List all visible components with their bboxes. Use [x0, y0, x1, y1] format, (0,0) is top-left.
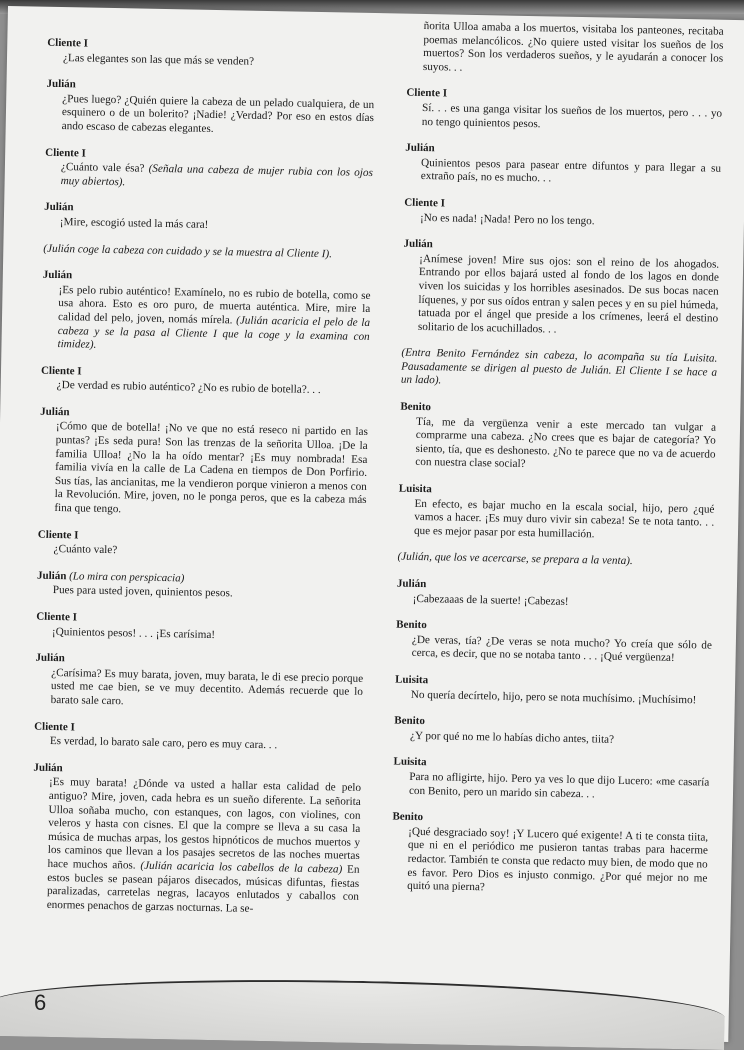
speaker-name: Benito: [400, 400, 432, 414]
speech-text: [412, 634, 712, 667]
dialogue-block: [35, 652, 364, 714]
speech-text: [409, 771, 709, 804]
speech-text: [47, 776, 362, 918]
speech-line: ¡Es pelo rubio auténtico! Examínelo, no es rubio de botella, como se usa ahora. Esto es oro puro, de muerta auténtica. Mire, mire la calidad del pelo, joven, nomás mírela.: [57, 283, 371, 327]
dialogue-block: [399, 401, 716, 476]
dialogue-block: [397, 578, 713, 612]
speaker-name: Luisita: [395, 673, 429, 687]
speaker-name: Cliente I: [40, 364, 82, 378]
speech-text: [407, 826, 708, 900]
dialogue-block: [405, 142, 722, 190]
speech-line: ¿Cuánto vale ésa?: [60, 161, 145, 175]
speaker-name: Cliente I: [37, 528, 79, 542]
speaker-name: Julián: [36, 569, 67, 583]
dialogue-block: [45, 146, 374, 194]
dialogue-block: [404, 197, 720, 231]
speech-line: Sí. . . es una ganga visitar los sueños de los muertos, pero . . . yo no tengo quinientos pesos.: [421, 101, 723, 130]
speaker-name: Cliente I: [404, 196, 446, 210]
dialogue-block: [37, 569, 365, 603]
speaker-name: Cliente I: [36, 610, 78, 624]
dialogue-block: [36, 611, 364, 645]
speaker-name: Benito: [392, 810, 424, 824]
speaker-name: Benito: [394, 714, 426, 728]
speech-text: [415, 416, 716, 476]
speech-line: ¿Las elegantes son las que más se venden?: [62, 51, 255, 68]
speech-line: ¡No es nada! ¡Nada! Pero no los tengo.: [419, 211, 595, 227]
dialogue-block: [41, 269, 371, 358]
speech-line: ¡Cabezaaas de la suerte! ¡Cabezas!: [412, 592, 569, 608]
page-number: 6: [34, 990, 47, 1015]
speaker-name: Cliente I: [47, 36, 89, 50]
dialogue-block: [396, 619, 713, 667]
speech-line: ¿De verdad es rubio auténtico? ¿No es rubio de botella?. . .: [56, 379, 321, 397]
stage-direction: (Julián acaricia el pelo de la cabeza y se la pasa al Cliente I que la coge y la examina con timidez).: [57, 314, 371, 351]
stage-direction: (Julián acaricia los cabellos de la cabeza): [140, 859, 343, 876]
dialogue-block: [41, 364, 369, 398]
dialogue-block: [31, 761, 362, 918]
speech-line: No quería decírtelo, hijo, pero se nota muchísimo. ¡Muchísimo!: [410, 688, 697, 706]
speaker-name: Julián: [44, 201, 74, 214]
speech-text: [421, 157, 721, 190]
speech-text: [422, 102, 722, 135]
right-column: [391, 20, 724, 913]
stage-direction: (Señala una cabeza de mujer rubia con los ojos muy abiertos).: [60, 162, 373, 189]
speaker-name: Julián: [403, 237, 433, 251]
speaker-name: Benito: [396, 618, 427, 632]
speech-line: Es verdad, lo barato sale caro, pero es muy cara. . .: [49, 735, 278, 752]
book-page: [0, 6, 744, 1042]
speech-line: ¿Y por qué no me lo habías dicho antes, tiita?: [409, 729, 615, 746]
speaker-name: Cliente I: [406, 87, 448, 100]
speech-line: ¿Pues luego? ¿Quién quiere la cabeza de un pelado cualquiera, de un esquinero o de un bolerito? ¡Nadie! ¿Verdad? Por eso en estos días ando escaso de cabezas elegantes.: [61, 92, 375, 135]
dialogue-block: [391, 811, 709, 900]
speaker-name: Luisita: [393, 755, 427, 769]
speech-line: ¡Mire, escogió usted la más cara!: [59, 215, 209, 231]
dialogue-block: [37, 528, 365, 562]
speech-text: [57, 284, 370, 358]
speech-line: ¡Qué desgraciado soy! ¡Y Lucero qué exigente! A ti te consta tiita, que ni en el periódico me pusieron tantas trabas para hacerme redactor. También te consta que redacto muy bien, de modo que no es favor. Pero Dios es injusto conmigo. ¿Por qué mejor no me quitó una pierna?: [407, 825, 709, 894]
speaker-name: Julián: [35, 651, 65, 665]
speech-text: [54, 420, 368, 521]
left-column: [30, 37, 375, 931]
speaker-name: Julián: [405, 141, 435, 155]
speech-line: ¿Carísima? Es muy barata, joven, muy barata, le di ese precio porque usted me cae bien, se ve muy decentito. Además recuerde que lo barato sale caro.: [50, 666, 364, 708]
speech-line: ¡Es muy barata! ¿Dónde va usted a hallar esta calidad de pelo antiguo? Mire, joven, cada hebra es un sueño diferente. La señorita Ulloa soñaba mucho, con estanques, con lagos, con violines, con veleros y hasta con cisnes. El que la compre se lleva a su casa la música de muchas arpas, los gestos hipnóticos de muchos muertos y los caminos que llevan a los pasajes secretos de las noches muertas hace muchos años.: [47, 776, 362, 872]
speech-line: Para no afligirte, hijo. Pero ya ves lo que dijo Lucero: «me casaría con Benito, pero un marido sin cabeza. . .: [408, 770, 710, 800]
speech-line: Quinientos pesos para pasear entre difuntos y para llegar a su extraño país, no es mucho. . .: [420, 156, 722, 185]
speech-line: ¿Cuánto vale?: [53, 543, 118, 557]
speech-text: [414, 498, 715, 545]
stage-direction: (Julián coge la cabeza con cuidado y se la muestra al Cliente I).: [43, 242, 333, 260]
speaker-name: Julián: [46, 77, 76, 91]
stage-direction: (Julián, que los ve acercarse, se prepara a la venta).: [397, 550, 633, 568]
dialogue-block: [44, 201, 372, 235]
continued-speech: ñorita Ulloa amaba a los muertos, visitaba los panteones, recitaba poemas melancólicos. ¿No quiere usted visitar los sueños de los muertos? Son los verdaderos sueños, y le ayudarán a conocer los suyos. . .: [422, 19, 724, 74]
speech-line: En estos bucles se pasean pájaros disecados, músicas difuntas, fiestas paralizadas, carretelas negras, lacayos enlutados y caballos con enormes penachos de garzas nocturnas. La se-: [46, 863, 360, 915]
dialogue-block: [34, 720, 362, 754]
dialogue-block: [47, 37, 375, 71]
speaker-name: Julián: [42, 268, 73, 282]
dialogue-block: [393, 756, 710, 804]
speaker-name: Cliente I: [34, 720, 75, 733]
page-curl: [0, 974, 725, 1050]
dialogue-block: [398, 483, 715, 544]
speech-line: ¡Cómo que de botella! ¡No ve que no está reseco ni partido en las puntas? ¡Es seda pura! Son las trenzas de la señorita Ulloa. ¡De la familia Ulloa! ¿No la ha oído mentar? ¡Es muy nombrada! Esa familia vivía en la calle de La Cadena en tiempos de Don Porfirio. Sus tías, las ancianitas, me la vendieron porque vinieron a menos con la Revolución. Mire, joven, no le ponga peros, que es la cabeza más fina que tengo.: [54, 420, 368, 516]
speaker-name: Cliente I: [45, 146, 86, 160]
speech-line: Pues para usted joven, quinientos pesos.: [52, 584, 233, 600]
speaker-name: Julián: [396, 577, 427, 591]
speech-text: [51, 667, 364, 714]
speech-line: En efecto, es bajar mucho en la escala social, hijo, pero ¿qué vamos a hacer. ¡Es muy duro vivir sin cabeza! Se te nota tanto. . . que es mejor pasar por esta humillación.: [413, 497, 715, 541]
speaker-name: Julián: [40, 405, 70, 419]
stage-direction: (Entra Benito Fernández sin cabeza, lo acompaña su tía Luisita. Pausadamente se dirigen al puesto de Julián. El Cliente I se hace a un lado).: [400, 346, 718, 387]
dialogue-block: [402, 238, 720, 340]
speech-text: [418, 253, 720, 340]
inline-direction: (Lo mira con perspicacia): [69, 570, 185, 585]
speech-text: [61, 161, 373, 194]
speech-line: ¡Anímese joven! Mire sus ojos: son el reino de los ahogados. Entrando por ellos bajará usted al fondo de los lagos en donde viven los suicidas y los horribles asesinados. De sus bocas nacen líquenes, y por sus oídos entran y salen peces y en su piel húmeda, tatuada por el ángel que preside a los crímenes, leerá el destino solitario de los acuchillados. . .: [417, 252, 720, 336]
speech-text: [62, 93, 375, 140]
dialogue-block: [46, 78, 375, 140]
speech-line: ¡Quinientos pesos! . . . ¡Es carísima!: [51, 625, 216, 641]
dialogue-block: [406, 87, 723, 135]
speech-line: Tía, me da vergüenza venir a este mercado tan vulgar a comprarme una cabeza. ¿No crees que es bajar de categoría? Yo siento, tía, que es deshonesto. ¿No te parece que no va de acuerdo con nuestra clase social?: [415, 415, 717, 471]
dialogue-block: [395, 674, 711, 708]
speaker-name: Luisita: [398, 482, 432, 496]
speaker-name: Julián: [33, 761, 63, 774]
speech-line: ¿De veras, tía? ¿De veras se nota mucho? Yo creía que sólo de cerca, es decir, que no se notaba tanto . . . ¡Qué vergüenza!: [411, 633, 712, 665]
dialogue-block: [38, 406, 368, 522]
dialogue-block: [394, 715, 710, 749]
